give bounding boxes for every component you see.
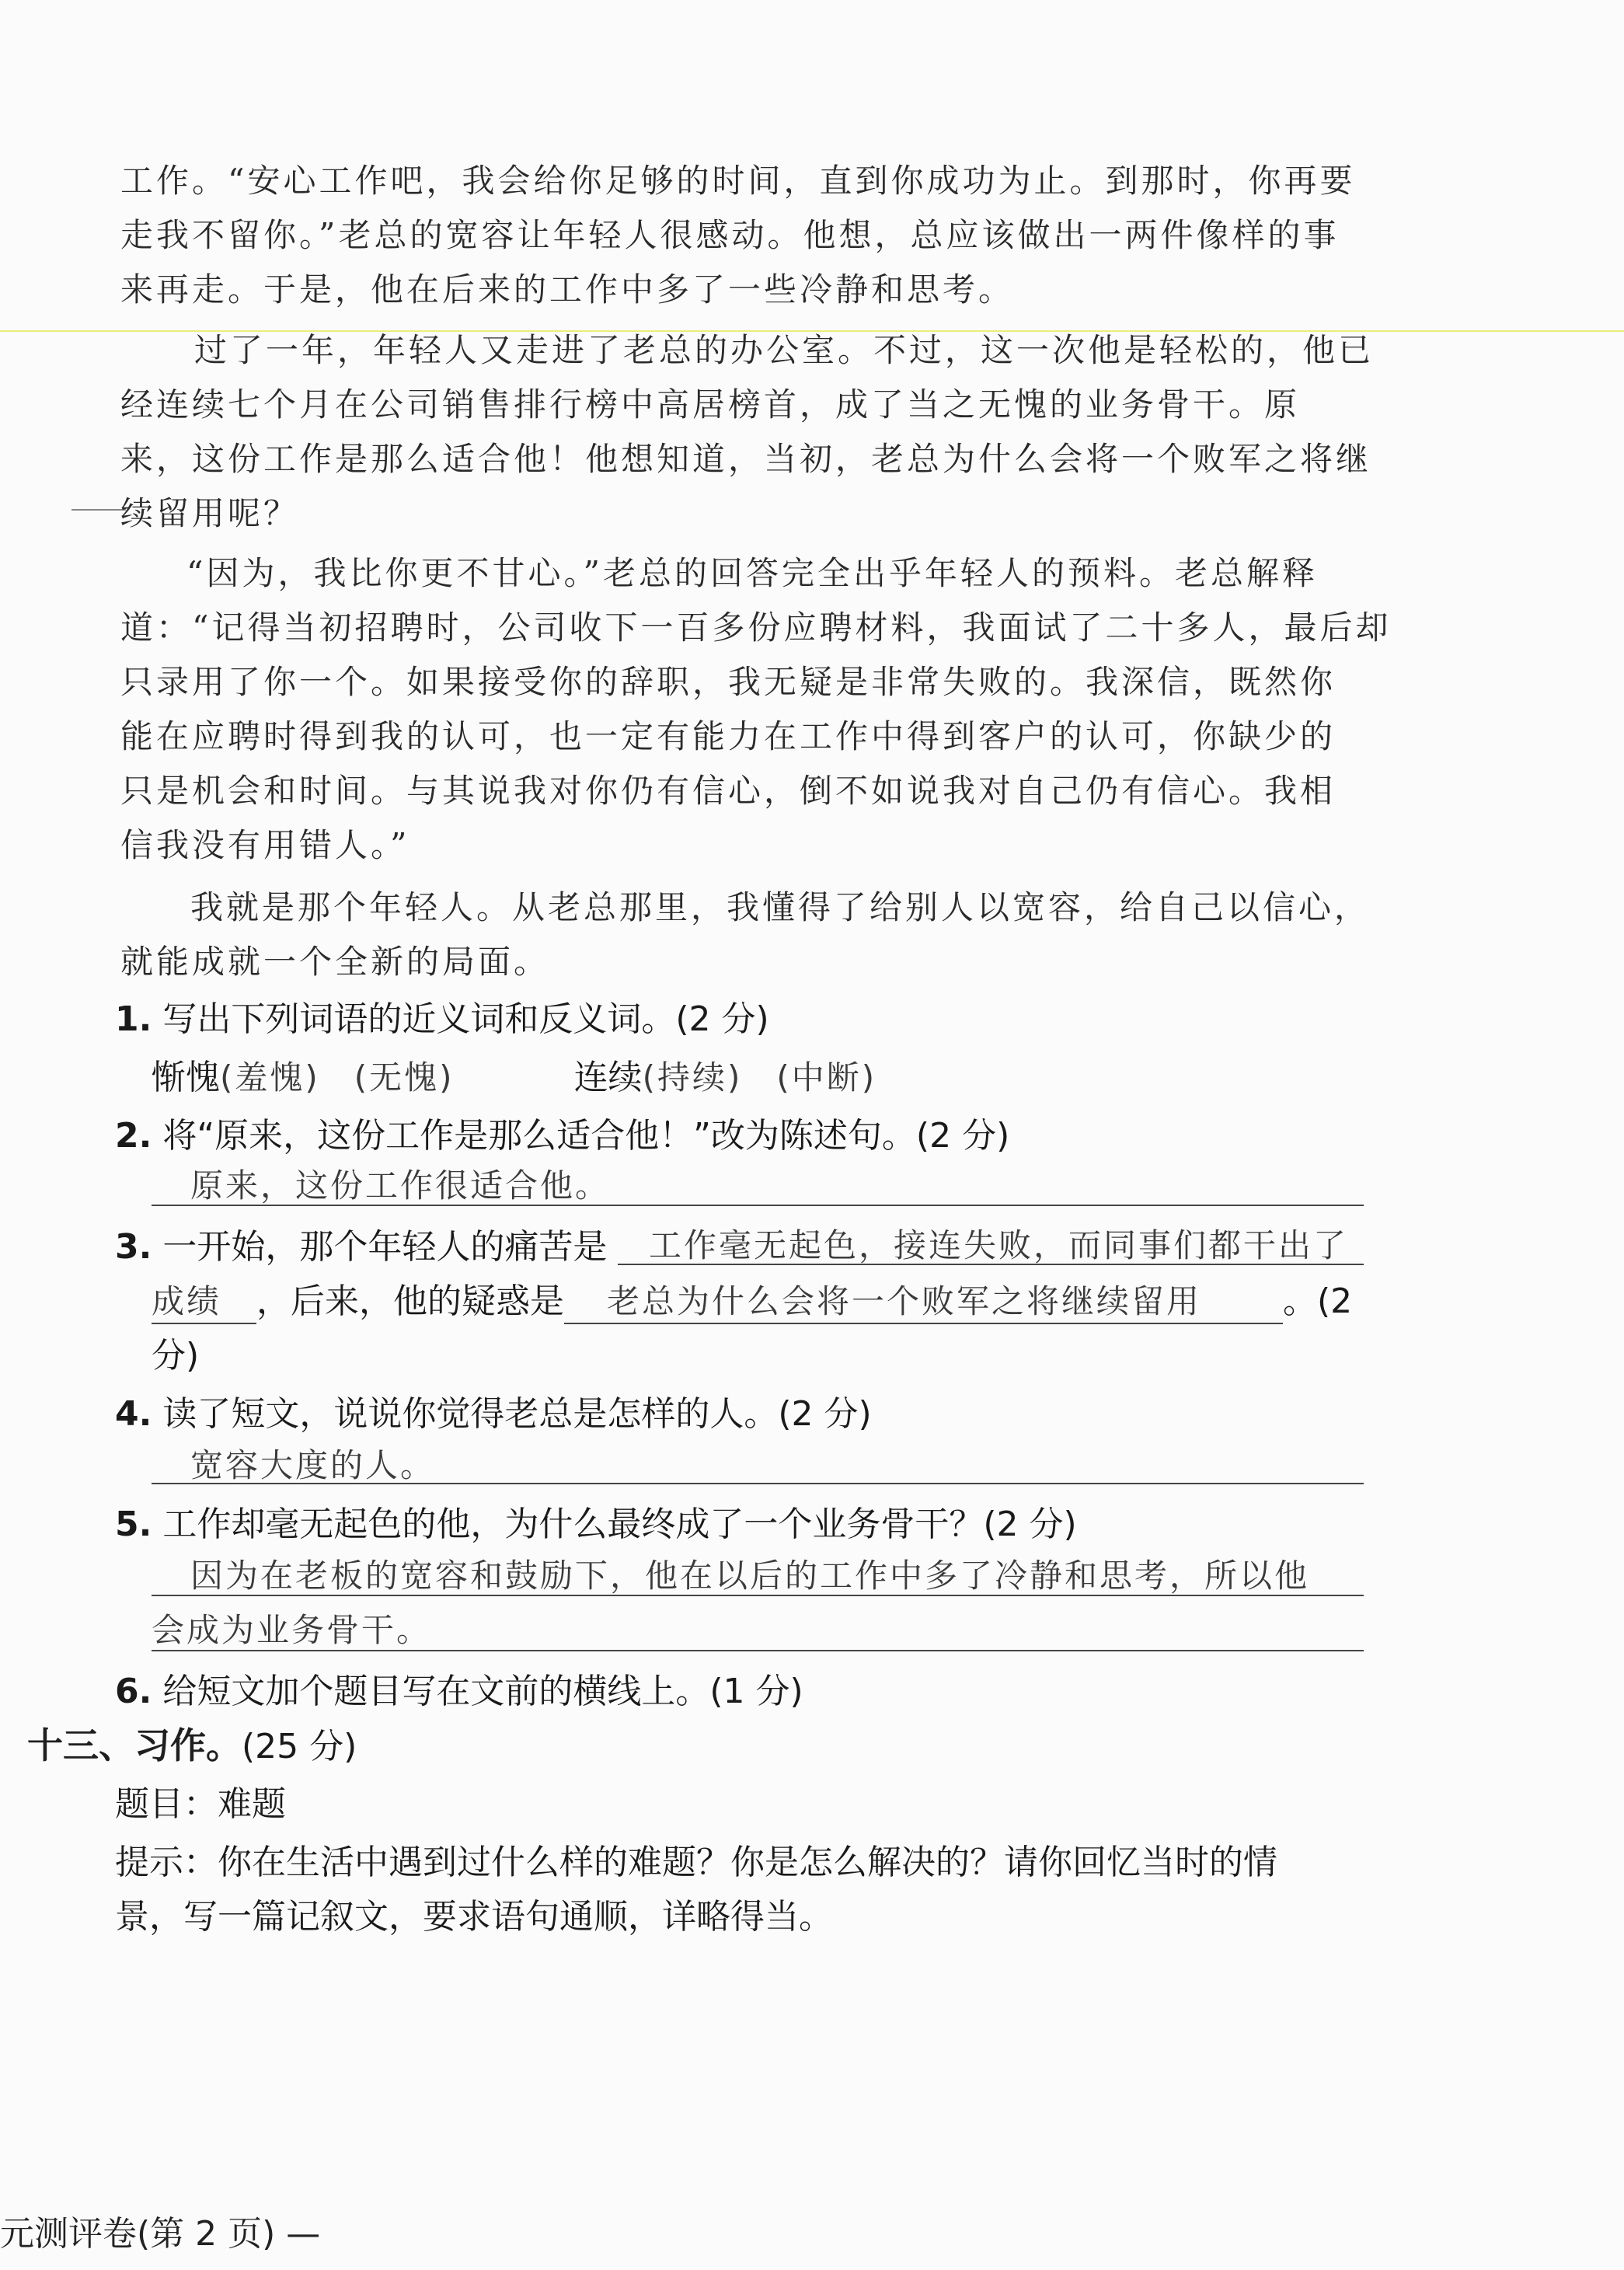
passage-line: 信我没有用错人。” — [120, 826, 410, 864]
passage-line: 续留用呢？ — [120, 494, 300, 532]
antonym-1: (无愧) — [354, 1058, 455, 1097]
passage-line: 过了一年，年轻人又走进了老总的办公室。不过，这一次他是轻松的，他已 — [194, 331, 1375, 369]
passage-line: 只是机会和时间。与其说我对你仍有信心，倒不如说我对自己仍有信心。我相 — [120, 772, 1336, 810]
answer-line — [618, 1264, 1364, 1265]
question-number: 6. — [115, 1672, 152, 1711]
answer-3a-cont: 成绩 — [152, 1276, 256, 1324]
passage-line: 来，这份工作是那么适合他！他想知道，当初，老总为什么会将一个败军之将继 — [120, 440, 1372, 478]
question-text: 读了短文，说说你觉得老总是怎样的人。(2 分) — [162, 1394, 872, 1434]
passage-line: 我就是那个年轻人。从老总那里，我懂得了给别人以宽容，给自己以信心， — [190, 888, 1371, 926]
answer-5-line2: 会成为业务骨干。 — [152, 1611, 432, 1649]
question-text: 。(2 — [1283, 1281, 1353, 1321]
question-4 — [115, 1386, 1624, 1435]
answer-3a: 工作毫无起色，接连失败，而同事们都干出了 — [649, 1226, 1349, 1264]
section-title: 十三、习作。 — [27, 1724, 242, 1766]
question-1 — [115, 991, 1624, 1041]
passage-line: 就能成就一个全新的局面。 — [120, 943, 550, 981]
question-5 — [115, 1496, 1624, 1546]
question-text: 一开始，那个年轻人的痛苦是 — [162, 1227, 608, 1267]
question-2 — [115, 1107, 1624, 1157]
section-13-heading — [27, 1717, 1624, 1769]
word-2: 连续 — [573, 1058, 643, 1097]
passage-line: 只录用了你一个。如果接受你的辞职，我无疑是非常失败的。我深信，既然你 — [120, 663, 1336, 701]
essay-hint: 提示：你在生活中遇到过什么样的难题？你是怎么解决的？请你回忆当时的情 — [115, 1843, 1277, 1882]
answer-line — [152, 1205, 1364, 1206]
passage-line: 经连续七个月在公司销售排行榜中高居榜首，成了当之无愧的业务骨干。原 — [120, 385, 1301, 424]
section-score: (25 分) — [242, 1727, 357, 1766]
answer-line — [152, 1650, 1364, 1651]
synonym-1: (羞愧) — [220, 1058, 320, 1097]
passage-line: 工作。“安心工作吧，我会给你足够的时间，直到你成功为止。到那时，你再要 — [120, 162, 1356, 200]
passage-line: 走我不留你。”老总的宽容让年轻人很感动。他想，总应该做出一两件像样的事 — [120, 216, 1340, 254]
question-text: 将“原来，这份工作是那么适合他！”改为陈述句。(2 分) — [162, 1116, 1010, 1156]
synonym-2: (持续) — [642, 1058, 743, 1097]
question-6 — [115, 1663, 1624, 1713]
margin-mark — [71, 509, 126, 511]
essay-hint: 景，写一篇记叙文，要求语句通顺，详略得当。 — [115, 1897, 833, 1937]
question-3-line2 — [152, 1273, 1624, 1324]
question-3-line3: 分) — [152, 1336, 200, 1376]
question-text: 写出下列词语的近义词和反义词。(2 分) — [162, 999, 769, 1039]
antonym-2: (中断) — [776, 1058, 877, 1097]
question-number: 1. — [115, 999, 152, 1039]
question-1-answers — [152, 1049, 1624, 1099]
answer-line — [152, 1483, 1364, 1484]
question-number: 2. — [115, 1116, 152, 1156]
answer-5-line1: 因为在老板的宽容和鼓励下，他在以后的工作中多了冷静和思考，所以他 — [190, 1557, 1310, 1595]
answer-4: 宽容大度的人。 — [190, 1446, 436, 1484]
page-footer: 元测评卷(第 2 页) — — [0, 2214, 321, 2254]
question-text: 工作却毫无起色的他，为什么最终成了一个业务骨干？(2 分) — [162, 1505, 1077, 1544]
question-number: 3. — [115, 1227, 152, 1267]
answer-line — [152, 1595, 1364, 1596]
passage-line: 道：“记得当初招聘时，公司收下一百多份应聘材料，我面试了二十多人，最后却 — [120, 608, 1392, 647]
answer-2: 原来，这份工作很适合他。 — [190, 1166, 611, 1205]
question-number: 4. — [115, 1394, 152, 1434]
passage-line: “因为，我比你更不甘心。”老总的回答完全出乎年轻人的预料。老总解释 — [186, 554, 1318, 592]
passage-line: 来再走。于是，他在后来的工作中多了一些冷静和思考。 — [120, 270, 1015, 309]
passage-line: 能在应聘时得到我的认可，也一定有能力在工作中得到客户的认可，你缺少的 — [120, 717, 1336, 755]
question-text: ，后来，他的疑惑是 — [256, 1281, 564, 1321]
question-text: 给短文加个题目写在文前的横线上。(1 分) — [162, 1672, 803, 1711]
word-1: 惭愧 — [152, 1058, 220, 1097]
answer-3b: 老总为什么会将一个败军之将继续留用 — [564, 1276, 1283, 1324]
question-number: 5. — [115, 1505, 152, 1544]
essay-topic: 题目：难题 — [115, 1784, 286, 1824]
